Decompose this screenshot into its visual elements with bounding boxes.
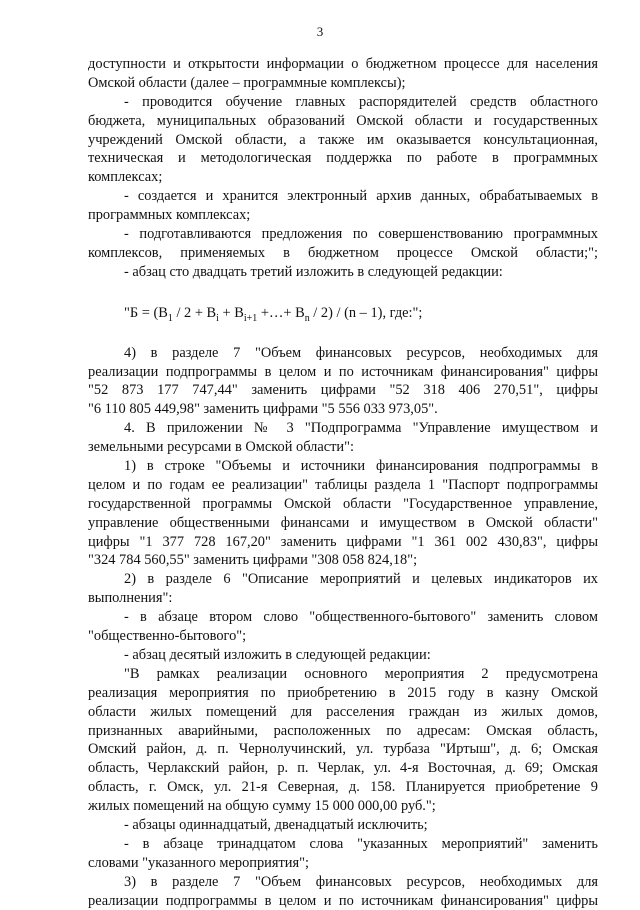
text-line: 4) в разделе 7 "Объем финансовых ресурсов, необходимых для bbox=[124, 344, 598, 361]
text-line: 3) в разделе 7 "Объем финансовых ресурсов, необходимых для bbox=[124, 873, 598, 890]
formula-part: "Б = (В bbox=[124, 304, 168, 321]
text-line: 1) в строке "Объемы и источники финансирования подпрограммы в bbox=[124, 458, 598, 475]
text-line: - абзацы одиннадцатый, двенадцатый исключить; bbox=[124, 816, 428, 833]
text-line: Омский район, д. п. Чернолучинский, ул. турбаза "Иртыш", д. 6; Омская bbox=[88, 741, 598, 758]
formula-subscript: 1 bbox=[167, 312, 173, 324]
text-line: учреждений Омской области, а также им оказывается консультационная, bbox=[88, 131, 598, 148]
text-line: - абзац десятый изложить в следующей редакции: bbox=[124, 646, 431, 663]
text-line: жилых помещений на общую сумму 15 000 000,00 руб."; bbox=[88, 798, 436, 815]
text-line: область, Черлакский район, р. п. Черлак, ул. 4-я Восточная, д. 69; Омская bbox=[88, 760, 598, 777]
text-line: комплексах; bbox=[88, 169, 163, 186]
text-line: - создается и хранится электронный архив данных, обрабатываемых в bbox=[124, 188, 598, 205]
text-line: реализации подпрограммы в целом и по источникам финансирования" цифры bbox=[88, 892, 598, 909]
text-line: признанных аварийными, расположенных по адресам: Омская область, bbox=[88, 722, 598, 739]
text-line: "6 110 805 449,98" заменить цифрами "5 556 033 973,05". bbox=[88, 401, 438, 418]
text-line: область, г. Омск, ул. 21-я Северная, д. 158. Планируется приобретение 9 bbox=[88, 779, 598, 796]
text-line: бюджета, муниципальных образований Омской области и государственных bbox=[88, 112, 598, 129]
text-line: реализации подпрограммы в целом и по источникам финансирования" цифры bbox=[88, 363, 598, 380]
spacer bbox=[88, 326, 598, 344]
formula-subscript: i+1 bbox=[243, 312, 258, 324]
text-line: "общественно-бытового"; bbox=[88, 628, 247, 645]
text-line: 2) в разделе 6 "Описание мероприятий и целевых индикаторов их bbox=[124, 571, 598, 588]
text-line: "В рамках реализации основного мероприятия 2 предусмотрена bbox=[124, 665, 598, 682]
text-line: целом и по годам ее реализации" таблицы раздела 1 "Паспорт подпрограммы bbox=[88, 476, 598, 493]
text-line: области жилых помещений для расселения граждан из жилых домов, bbox=[88, 703, 598, 720]
formula-part: +…+ В bbox=[257, 304, 305, 321]
text-line: Омской области (далее – программные комплексы); bbox=[88, 74, 406, 91]
document-body bbox=[88, 55, 598, 910]
text-line: программных комплексах; bbox=[88, 207, 251, 224]
text-line: - проводится обучение главных распорядителей средств областного bbox=[124, 93, 598, 110]
formula-part: / 2 + В bbox=[172, 304, 217, 321]
formula bbox=[88, 300, 598, 326]
formula-part: / 2) / (n – 1), где:"; bbox=[309, 304, 423, 321]
text-line: управление общественными финансами и имуществом в Омской области" bbox=[88, 514, 598, 531]
text-line: "52 873 177 747,44" заменить цифрами "52 318 406 270,51", цифры bbox=[88, 382, 598, 399]
spacer bbox=[88, 282, 598, 300]
page-number: 3 bbox=[316, 24, 324, 39]
formula-subscript: i bbox=[216, 312, 219, 324]
text-line: реализация мероприятия по приобретению в 2015 году в казну Омской bbox=[88, 684, 598, 701]
text-line: техническая и методологическая поддержка по работе в программных bbox=[88, 150, 598, 167]
text-line: доступности и открытости информации о бюджетном процессе для населения bbox=[88, 56, 598, 72]
text-line: комплексов, применяемых в бюджетном процессе Омской области;"; bbox=[88, 244, 598, 261]
text-line: государственной программы Омской области "Государственное управление, bbox=[88, 495, 598, 512]
text-line: выполнения": bbox=[88, 590, 173, 607]
formula-part: + В bbox=[218, 304, 244, 321]
text-line: 4. В приложении № 3 "Подпрограмма "Управление имуществом и bbox=[124, 420, 598, 437]
text-line: - абзац сто двадцать третий изложить в следующей редакции: bbox=[124, 263, 503, 280]
text-line: земельными ресурсами в Омской области": bbox=[88, 439, 354, 456]
text-line: цифры "1 377 728 167,20" заменить цифрами "1 361 002 430,83", цифры bbox=[88, 533, 598, 550]
text-line: - в абзаце втором слово "общественного-бытового" заменить словом bbox=[124, 609, 598, 626]
text-line: - в абзаце тринадцатом слова "указанных мероприятий" заменить bbox=[124, 835, 598, 852]
text-line: - подготавливаются предложения по совершенствованию программных bbox=[124, 226, 598, 243]
text-line: "324 784 560,55" заменить цифрами "308 058 824,18"; bbox=[88, 552, 418, 569]
text-line: словами "указанного мероприятия"; bbox=[88, 854, 309, 871]
formula-subscript: n bbox=[304, 312, 310, 324]
